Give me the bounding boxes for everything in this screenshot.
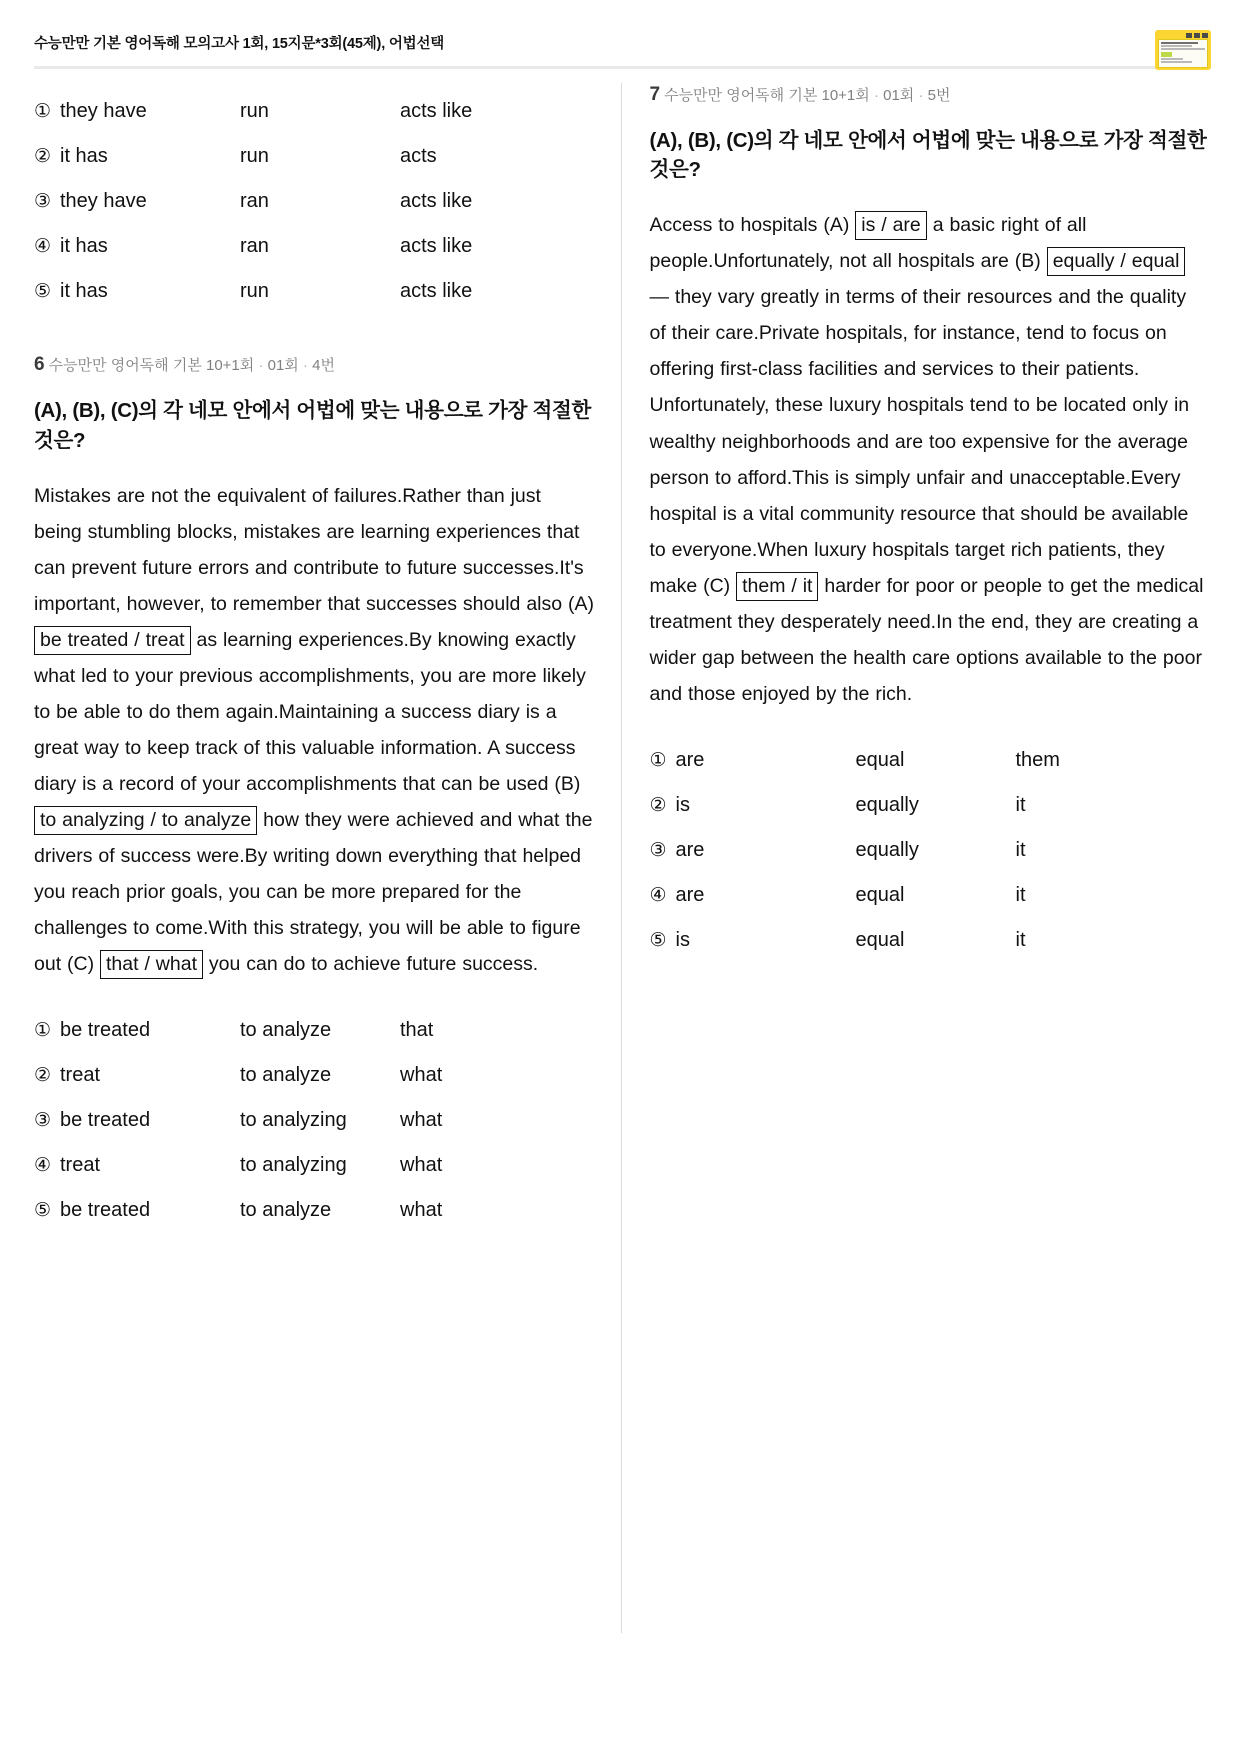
question-7-prompt: (A), (B), (C)의 각 네모 안에서 어법에 맞는 내용으로 가장 적절한 것은? <box>649 128 1207 182</box>
thumbnail-line <box>1161 42 1198 44</box>
question-item: 5번 <box>927 87 951 104</box>
question-number: 7 <box>649 84 661 105</box>
choice-col-c: acts <box>400 144 437 167</box>
choice-col-a: it has <box>60 279 108 302</box>
boxed-option-a[interactable]: is / are <box>855 211 927 240</box>
choice-number: ③ <box>34 190 52 212</box>
choice-col-a: treat <box>60 1154 101 1177</box>
passage-text: as learning experiences.By knowing exactly what led to your previous accomplishments, you are more likely to be able to do them again.Maintaining a success diary is a great way to keep track of this valuable information. A success diary is a record of your accomplishments that can be used (B) <box>34 628 586 796</box>
choice-col-a: be treated <box>60 1199 151 1222</box>
choice-col-c: what <box>400 1199 443 1222</box>
left-column <box>34 83 621 1633</box>
choice-col-c: them <box>1015 749 1060 771</box>
choice-col-a: they have <box>60 189 147 212</box>
header-divider <box>34 66 1207 69</box>
choice-col-b: to analyze <box>240 1064 332 1087</box>
thumbnail-highlight <box>1161 52 1172 57</box>
thumbnail-paper <box>1158 39 1208 68</box>
choice-col-a: it has <box>60 234 108 257</box>
choice-number: ② <box>34 1065 52 1087</box>
thumbnail-line <box>1161 48 1205 50</box>
choice-col-a: are <box>675 838 705 861</box>
choice-col-b: equally <box>855 793 919 816</box>
question-6 <box>34 353 595 1232</box>
thumbnail-tab <box>1186 33 1192 38</box>
boxed-option-a[interactable]: be treated / treat <box>34 626 191 655</box>
question-6-meta <box>34 353 595 378</box>
choice-col-c: what <box>400 1154 443 1177</box>
table-row[interactable] <box>34 1053 595 1098</box>
choice-col-c: acts like <box>400 189 473 212</box>
table-row[interactable] <box>34 179 595 224</box>
question-round: 01회 <box>267 357 299 375</box>
boxed-option-c[interactable]: them / it <box>736 572 818 601</box>
table-row[interactable] <box>34 269 595 314</box>
choice-col-b: run <box>240 144 269 167</box>
choice-col-c: acts like <box>400 234 473 257</box>
choice-number: ④ <box>34 235 52 257</box>
choice-number: ① <box>649 750 667 771</box>
meta-separator: · <box>873 87 879 104</box>
choice-number: ① <box>34 101 52 122</box>
table-row[interactable] <box>650 873 1208 918</box>
question-7-meta <box>650 83 1208 108</box>
choice-col-b: run <box>240 279 269 302</box>
choice-col-a: they have <box>60 100 147 122</box>
meta-separator: · <box>258 357 264 375</box>
question-round: 01회 <box>883 87 915 104</box>
choice-col-b: run <box>240 100 269 122</box>
question-6-answers <box>34 1008 595 1232</box>
passage-text: a basic right of all people.Unfortunately, not all hospitals are (B) <box>649 214 1087 273</box>
table-row[interactable] <box>650 783 1208 828</box>
boxed-option-c[interactable]: that / what <box>100 950 203 979</box>
thumbnail-tab <box>1202 33 1208 38</box>
table-row[interactable] <box>34 1008 595 1053</box>
choice-col-b: to analyzing <box>240 1109 347 1132</box>
thumbnail-tab <box>1194 33 1200 38</box>
question-source: 수능만만 영어독해 기본 10+1회 <box>664 87 870 104</box>
choice-number: ② <box>649 794 667 816</box>
question-number: 6 <box>34 354 45 376</box>
question-6-passage <box>34 478 595 983</box>
thumbnail-line <box>1161 45 1192 47</box>
choice-number: ⑤ <box>34 280 52 302</box>
table-row[interactable] <box>34 89 595 134</box>
choice-col-a: are <box>675 883 705 906</box>
choice-col-b: to analyze <box>240 1019 332 1042</box>
table-row[interactable] <box>34 134 595 179</box>
table-row[interactable] <box>34 1098 595 1143</box>
meta-separator: · <box>918 87 924 104</box>
choice-col-b: equal <box>855 883 905 906</box>
question-7-answers <box>650 738 1208 962</box>
choice-col-c: it <box>1015 928 1026 951</box>
choice-col-b: equal <box>855 928 905 951</box>
choice-col-c: it <box>1015 883 1026 906</box>
boxed-option-b[interactable]: equally / equal <box>1047 247 1186 276</box>
passage-text: you can do to achieve future success. <box>202 953 539 976</box>
two-column-layout <box>0 83 1241 1633</box>
thumbnail-tabs <box>1158 33 1208 38</box>
choice-col-b: ran <box>240 189 269 212</box>
meta-separator: · <box>302 357 308 375</box>
choice-col-a: treat <box>60 1064 101 1087</box>
choice-number: ④ <box>649 884 667 906</box>
choice-col-c: it <box>1015 838 1026 861</box>
choice-col-a: are <box>675 749 705 771</box>
table-row[interactable] <box>34 1188 595 1233</box>
choice-number: ④ <box>34 1155 52 1177</box>
choice-col-a: it has <box>60 144 108 167</box>
table-row[interactable] <box>34 1143 595 1188</box>
choice-col-c: what <box>400 1109 443 1132</box>
choice-col-c: what <box>400 1064 443 1087</box>
question-6-prompt: (A), (B), (C)의 각 네모 안에서 어법에 맞는 내용으로 가장 적절한 것은? <box>34 399 591 452</box>
choice-number: ③ <box>649 839 667 861</box>
question-item: 4번 <box>312 357 335 375</box>
choice-col-b: ran <box>240 234 269 257</box>
table-row[interactable] <box>34 224 595 269</box>
choice-col-a: be treated <box>60 1109 151 1132</box>
right-column <box>621 83 1208 1633</box>
choice-col-a: is <box>675 793 690 816</box>
choice-number: ⑤ <box>649 929 667 951</box>
choice-col-c: that <box>400 1019 434 1042</box>
choice-number: ③ <box>34 1110 52 1132</box>
choice-col-b: to analyze <box>240 1199 332 1222</box>
thumbnail-line <box>1161 58 1183 60</box>
choice-col-b: equally <box>855 838 919 861</box>
table-row[interactable] <box>650 918 1208 963</box>
question-source: 수능만만 영어독해 기본 10+1회 <box>48 357 255 375</box>
table-row[interactable] <box>650 738 1208 783</box>
choice-col-a: be treated <box>60 1019 151 1042</box>
choice-number: ② <box>34 145 52 167</box>
choice-col-c: it <box>1015 793 1026 816</box>
choice-number: ⑤ <box>34 1200 52 1222</box>
top-choices-table <box>34 89 595 313</box>
page-header <box>0 0 1241 56</box>
passage-text: Mistakes are not the equivalent of failures.Rather than just being stumbling blocks, mistakes are learning experiences that can prevent future errors and contribute to future successes.It's important, however, to remember that successes should also (A) <box>34 484 594 615</box>
page-title: 수능만만 기본 영어독해 모의고사 1회, 15지문*3회(45제), 어법선택 <box>34 36 445 52</box>
choice-col-b: equal <box>855 749 905 771</box>
passage-text: harder for poor or people to get the medical treatment they desperately need.In the end, they are creating a wider gap between the health care options available to the poor and those enjoyed by the rich. <box>649 574 1204 705</box>
choice-col-c: acts like <box>400 279 473 302</box>
choice-col-a: is <box>675 928 690 951</box>
question-7 <box>650 83 1208 962</box>
table-row[interactable] <box>650 828 1208 873</box>
thumbnail-line <box>1161 61 1192 63</box>
passage-text: — they vary greatly in terms of their resources and the quality of their care.Private hospitals, for instance, tend to focus on offering first-class facilities and services to their patients. Unfortunately, these luxury hospitals tend to be located only in wealthy neighborhoods and are too expensive for the average person to afford.This is simply unfair and unacceptable.Every hospital is a vital community resource that should be available to everyone.When luxury hospitals target rich patients, they make (C) <box>649 286 1190 597</box>
choice-col-b: to analyzing <box>240 1154 347 1177</box>
choice-col-c: acts like <box>400 100 473 122</box>
question-7-passage <box>650 207 1208 712</box>
boxed-option-b[interactable]: to analyzing / to analyze <box>34 806 257 835</box>
passage-text: Access to hospitals (A) <box>649 214 856 237</box>
passage-text: how they were achieved and what the drivers of success were.By writing down everything that helped you reach prior goals, you can be more prepared for the challenges to come.With this strategy, you will be able to figure out (C) <box>34 809 593 976</box>
worksheet-thumbnail-icon[interactable] <box>1155 30 1211 70</box>
choice-number: ① <box>34 1020 52 1042</box>
